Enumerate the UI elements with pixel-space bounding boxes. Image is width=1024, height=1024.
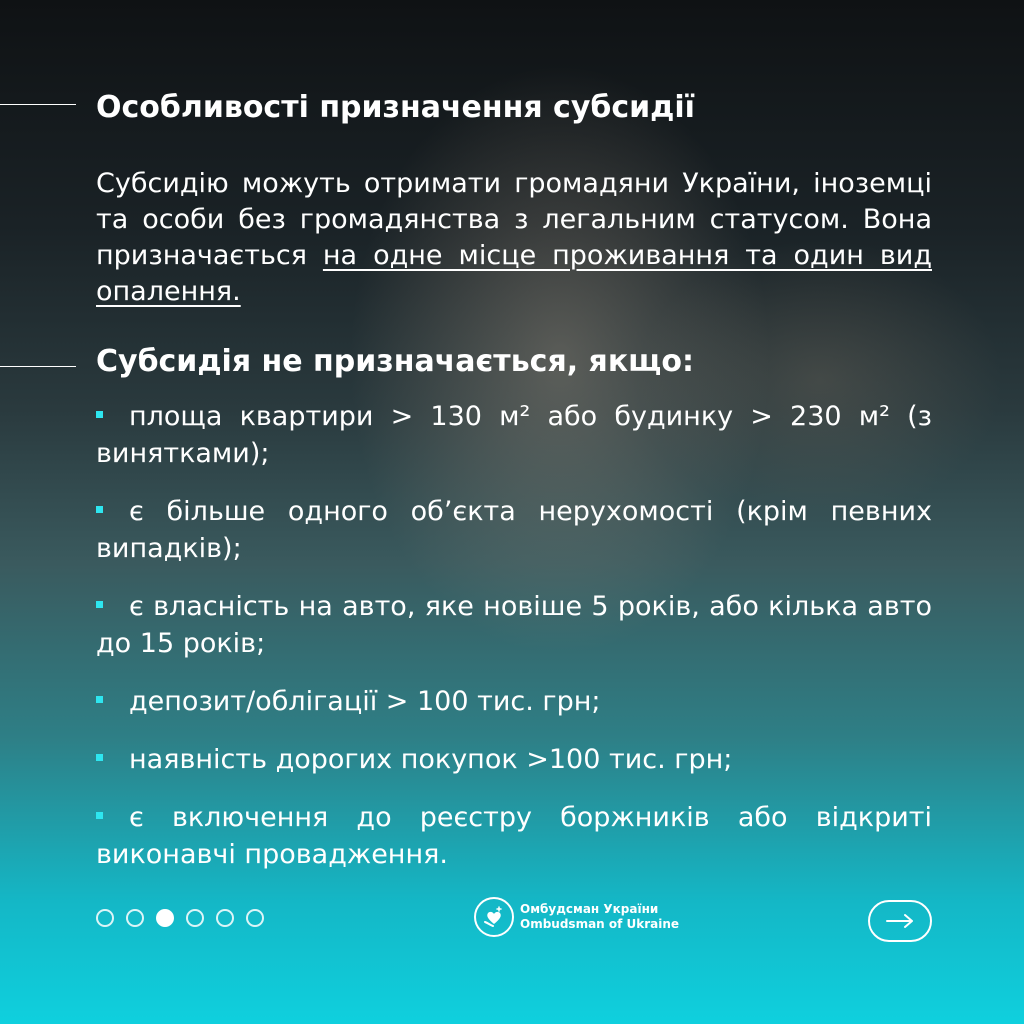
logo-text (520, 902, 679, 932)
intro-text: Субсидію можуть отримати громадяни України, іноземці та особи без громадянства з легальним статусом. Вона призначається (96, 168, 932, 271)
bullet-icon (96, 696, 103, 703)
pagination-dot[interactable] (156, 909, 174, 927)
pagination-dot[interactable] (186, 909, 204, 927)
section-title-features: Особливості призначення субсидії (96, 90, 695, 125)
list-item-text: наявність дорогих покупок >100 тис. грн; (129, 744, 733, 775)
hand-heart-icon (474, 897, 514, 937)
decorative-line-middle (0, 366, 76, 367)
list-item (96, 398, 932, 472)
list-item-text: депозит/облігації > 100 тис. грн; (129, 686, 601, 717)
arrow-right-icon (885, 913, 915, 929)
logo-name-ua: Омбудсман України (520, 902, 659, 916)
list-item (96, 588, 932, 662)
pagination-dots (96, 909, 264, 927)
pagination-dot[interactable] (216, 909, 234, 927)
list-item-text: площа квартири > 130 м² або будинку > 230 м² (з винятками); (96, 401, 932, 469)
list-item-text: є власність на авто, яке новіше 5 років, або кілька авто до 15 років; (96, 591, 932, 659)
pagination-dot[interactable] (126, 909, 144, 927)
bullet-icon (96, 601, 103, 608)
ombudsman-logo (474, 897, 679, 937)
list-item-text: є більше одного об’єкта нерухомості (крім певних випадків); (96, 496, 932, 564)
pagination-dot[interactable] (96, 909, 114, 927)
intro-paragraph (96, 166, 932, 310)
bullet-icon (96, 506, 103, 513)
list-item (96, 493, 932, 567)
intro-text-underlined: на одне місце проживання та один вид опалення. (96, 240, 932, 307)
conditions-list (96, 398, 932, 894)
list-item (96, 741, 932, 778)
section-title-not-granted: Субсидія не призначається, якщо: (96, 344, 694, 379)
list-item (96, 683, 932, 720)
bullet-icon (96, 411, 103, 418)
next-slide-button[interactable] (868, 900, 932, 942)
bullet-icon (96, 754, 103, 761)
pagination-dot[interactable] (246, 909, 264, 927)
list-item (96, 799, 932, 873)
decorative-line-top (0, 104, 76, 105)
bullet-icon (96, 812, 103, 819)
logo-name-en: Ombudsman of Ukraine (520, 917, 680, 931)
list-item-text: є включення до реєстру боржників або відкриті виконавчі провадження. (96, 802, 932, 870)
